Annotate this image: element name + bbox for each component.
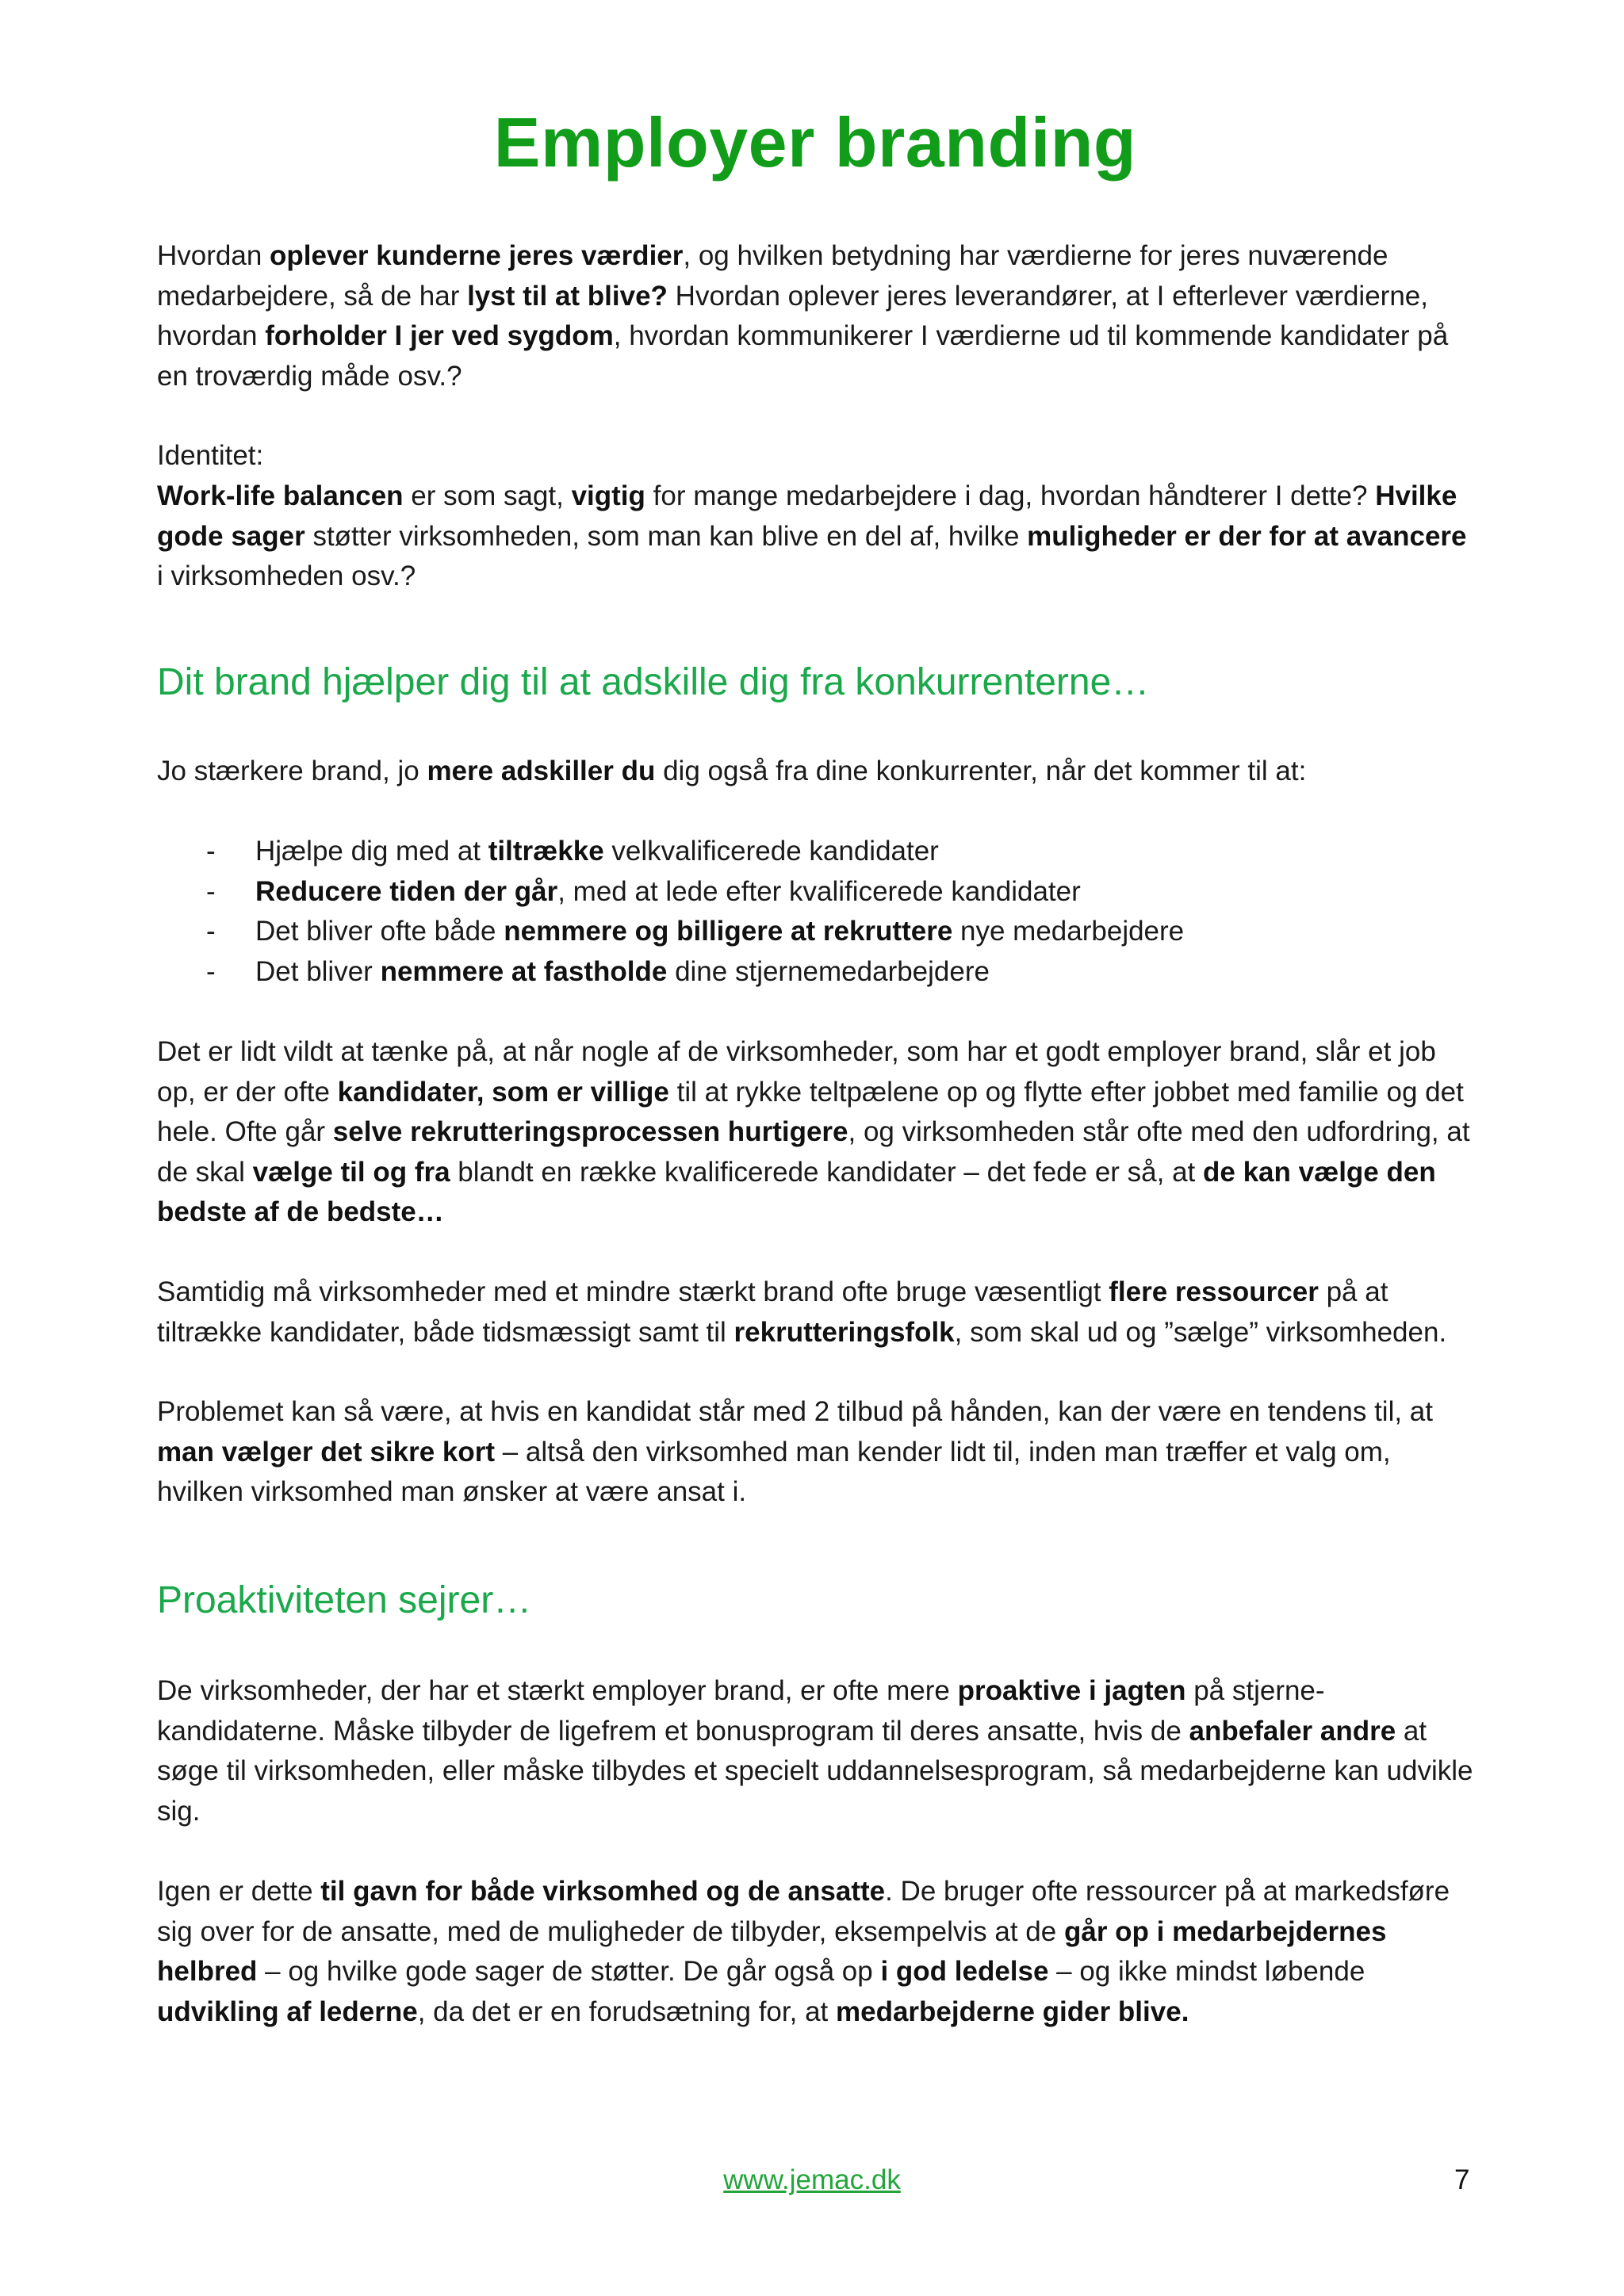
bold-run: nemmere og billigere at rekruttere [504,916,953,947]
text-run: Hvordan [157,240,270,271]
text-run: , og hvilken betydning har værdierne for jeres nuværende medarbejdere, så de har [157,240,1388,312]
text-run: Hvordan oplever jeres leverandører, at I efterlever værdierne, hvordan [157,280,1428,351]
text-run: til at rykke teltpælene op og flytte efter jobbet med familie og det hele. Ofte går [157,1076,1464,1147]
text-run: at søge til virksomheden, eller måske tilbydes et specielt uddannelsesprogram, så medarbejderne kan udvikle sig. [157,1715,1473,1827]
section-heading-brand: Dit brand hjælper dig til at adskille dig fra konkurrenterne… [157,661,1150,703]
section1-paragraph-4 [157,1392,1473,1513]
section1-paragraph-2 [157,1032,1473,1233]
text-run: velkvalificerede kandidater [603,836,939,867]
bold-run: anbefaler andre [1189,1715,1396,1747]
text-run: dig også fra dine konkurrenter, når det kommer til at: [655,756,1307,786]
text-run: Igen er dette [157,1876,321,1907]
text-run: støtter virksomheden, som man kan blive en del af, hvilke [304,520,1028,552]
text-run: – altså den virksomhed man kender lidt til, inden man træffer et valg om, hvilken virksomhed man ønsker at være ansat i. [157,1436,1391,1507]
bold-run: tiltrække [488,836,604,867]
bold-run: vælge til og fra [252,1156,450,1188]
text-run: dine stjernemedarbejdere [667,955,990,987]
text-run: Det bliver [255,955,381,987]
dash-bullet: - [206,836,216,867]
dash-bullet: - [206,955,216,987]
text-run: Problemet kan så være, at hvis en kandidat står med 2 tilbud på hånden, kan der være en tendens til, at [157,1396,1433,1427]
section-heading-proactivity: Proaktiviteten sejrer… [157,1579,532,1621]
text-run: , hvordan kommunikerer I værdierne ud til kommende kandidater på en troværdig måde osv.? [157,320,1449,392]
bold-run: muligheder er der for at avancere [1027,520,1467,552]
text-run: – og hvilke gode sager de støtter. De går også op [257,1956,881,1987]
website-link[interactable]: www.jemac.dk [723,2164,901,2195]
text-run: i virksomheden osv.? [157,561,416,591]
bold-run: Reducere tiden der går [255,875,558,907]
bold-run: Work-life balancen [157,480,404,511]
text-run: – og ikke mindst løbende [1048,1956,1365,1987]
section2-paragraph-2 [157,1872,1473,2032]
text-run: på stjerne-kandidaterne. Måske tilbyder de ligefrem et bonusprogram til deres ansatte, hvis de [157,1675,1325,1747]
benefits-list [157,832,1184,992]
bold-run: flere ressourcer [1109,1276,1319,1307]
text-run: , og virksomheden står ofte med den udfordring, at de skal [157,1116,1470,1188]
bold-run: lyst til at blive? [467,280,668,312]
bold-run: rekrutteringsfolk [733,1316,955,1348]
identity-paragraph [157,476,1473,597]
text-run: , med at lede efter kvalificerede kandidater [557,875,1081,907]
bold-run: til gavn for både virksomhed og de ansatte [320,1876,886,1907]
list-item [157,832,1184,872]
section2-paragraph-1 [157,1671,1473,1831]
text-run: Det er lidt vildt at tænke på, at når nogle af de virksomheder, som har et godt employer brand, slår et job op, er der ofte [157,1036,1436,1108]
bold-run: nemmere at fastholde [380,955,668,987]
page-number: 7 [1454,2164,1470,2195]
bold-run: vigtig [571,480,645,511]
section1-lead [157,752,1473,792]
text-run: på at tiltrække kandidater, både tidsmæssigt samt til [157,1276,1388,1348]
bold-run: medarbejderne gider blive. [835,1996,1189,2027]
bold-run: proaktive i jagten [957,1675,1186,1706]
bold-run: kandidater, som er villige [337,1076,669,1108]
bold-run: Hvilke gode sager [157,480,1457,552]
text-run: Det bliver ofte både [255,916,504,947]
text-run: , da det er en forudsætning for, at [417,1996,836,2027]
bold-run: forholder I jer ved sygdom [265,320,614,351]
bold-run: går op i medarbejdernes helbred [157,1915,1387,1987]
text-run: nye medarbejdere [952,916,1185,947]
text-run: Jo stærkere brand, jo [157,756,427,786]
list-item [157,952,1184,993]
bold-run: oplever kunderne jeres værdier [270,240,684,271]
text-run: . De bruger ofte ressourcer på at markedsføre sig over for de ansatte, med de muligheder de tilbyder, eksempelvis at de [157,1876,1450,1947]
section1-paragraph-3 [157,1272,1473,1353]
page-title: Employer branding [493,103,1137,182]
dash-bullet: - [206,916,216,947]
bold-run: udvikling af lederne [157,1996,418,2027]
text-run: , som skal ud og ”sælge” virksomheden. [954,1316,1447,1348]
bold-run: i god ledelse [880,1956,1049,1987]
text-run: for mange medarbejdere i dag, hvordan håndterer I dette? [645,480,1376,511]
bold-run: selve rekrutteringsprocessen hurtigere [332,1116,848,1147]
text-run: Hjælpe dig med at [255,836,488,867]
intro-paragraph [157,236,1473,396]
identity-label: Identitet: [157,440,264,471]
text-run: Samtidig må virksomheder med et mindre stærkt brand ofte bruge væsentligt [157,1276,1109,1307]
bold-run: de kan vælge den bedste af de bedste… [157,1156,1436,1227]
text-run: blandt en række kvalificerede kandidater – det fede er så, at [450,1156,1204,1188]
text-run: De virksomheder, der har et stærkt employer brand, er ofte mere [157,1675,958,1706]
list-item [157,912,1184,952]
bold-run: man vælger det sikre kort [157,1436,495,1468]
dash-bullet: - [206,875,216,907]
text-run: er som sagt, [403,480,572,511]
list-item [157,872,1184,913]
bold-run: mere adskiller du [427,756,656,786]
